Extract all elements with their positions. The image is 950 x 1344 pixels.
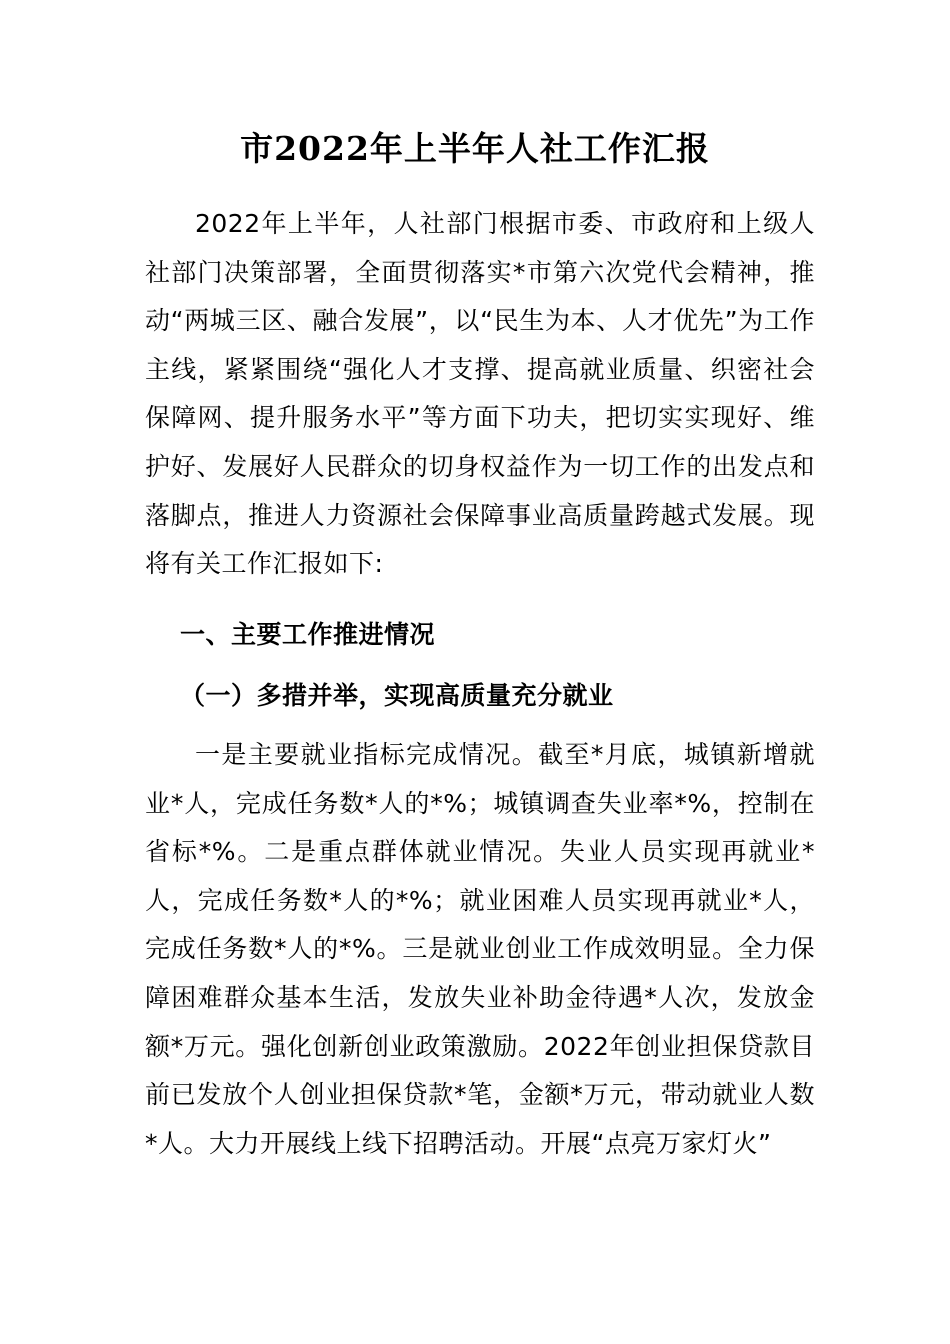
- body-paragraph: 一是主要就业指标完成情况。截至*月底，城镇新增就业*人，完成任务数*人的*%；城镇调查失业率*%，控制在省标*%。二是重点群体就业情况。失业人员实现再就业*人，完成任务数*人的*%；就业困难人员实现再就业*人，完成任务数*人的*%。三是就业创业工作成效明显。全力保障困难群众基本生活，发放失业补助金待遇*人次，发放金额*万元。强化创新创业政策激励。2022年创业担保贷款目前已发放个人创业担保贷款*笔，金额*万元，带动就业人数*人。大力开展线上线下招聘活动。开展“点亮万家灯火”: [145, 740, 815, 1158]
- subsection-heading: （一）多措并举，实现高质量充分就业: [180, 681, 614, 710]
- body-section: [145, 731, 815, 1168]
- document-title: 市2022年上半年人社工作汇报: [240, 129, 710, 168]
- intro-section: [145, 200, 815, 589]
- intro-paragraph: 2022年上半年，人社部门根据市委、市政府和上级人社部门决策部署，全面贯彻落实*市第六次党代会精神，推动“两城三区、融合发展”，以“民生为本、人才优先”为工作主线，紧紧围绕“强化人才支撑、提高就业质量、织密社会保障网、提升服务水平”等方面下功夫，把切实实现好、维护好、发展好人民群众的切身权益作为一切工作的出发点和落脚点，推进人力资源社会保障事业高质量跨越式发展。现将有关工作汇报如下:: [145, 209, 815, 579]
- section-heading: 一、主要工作推进情况: [180, 620, 436, 649]
